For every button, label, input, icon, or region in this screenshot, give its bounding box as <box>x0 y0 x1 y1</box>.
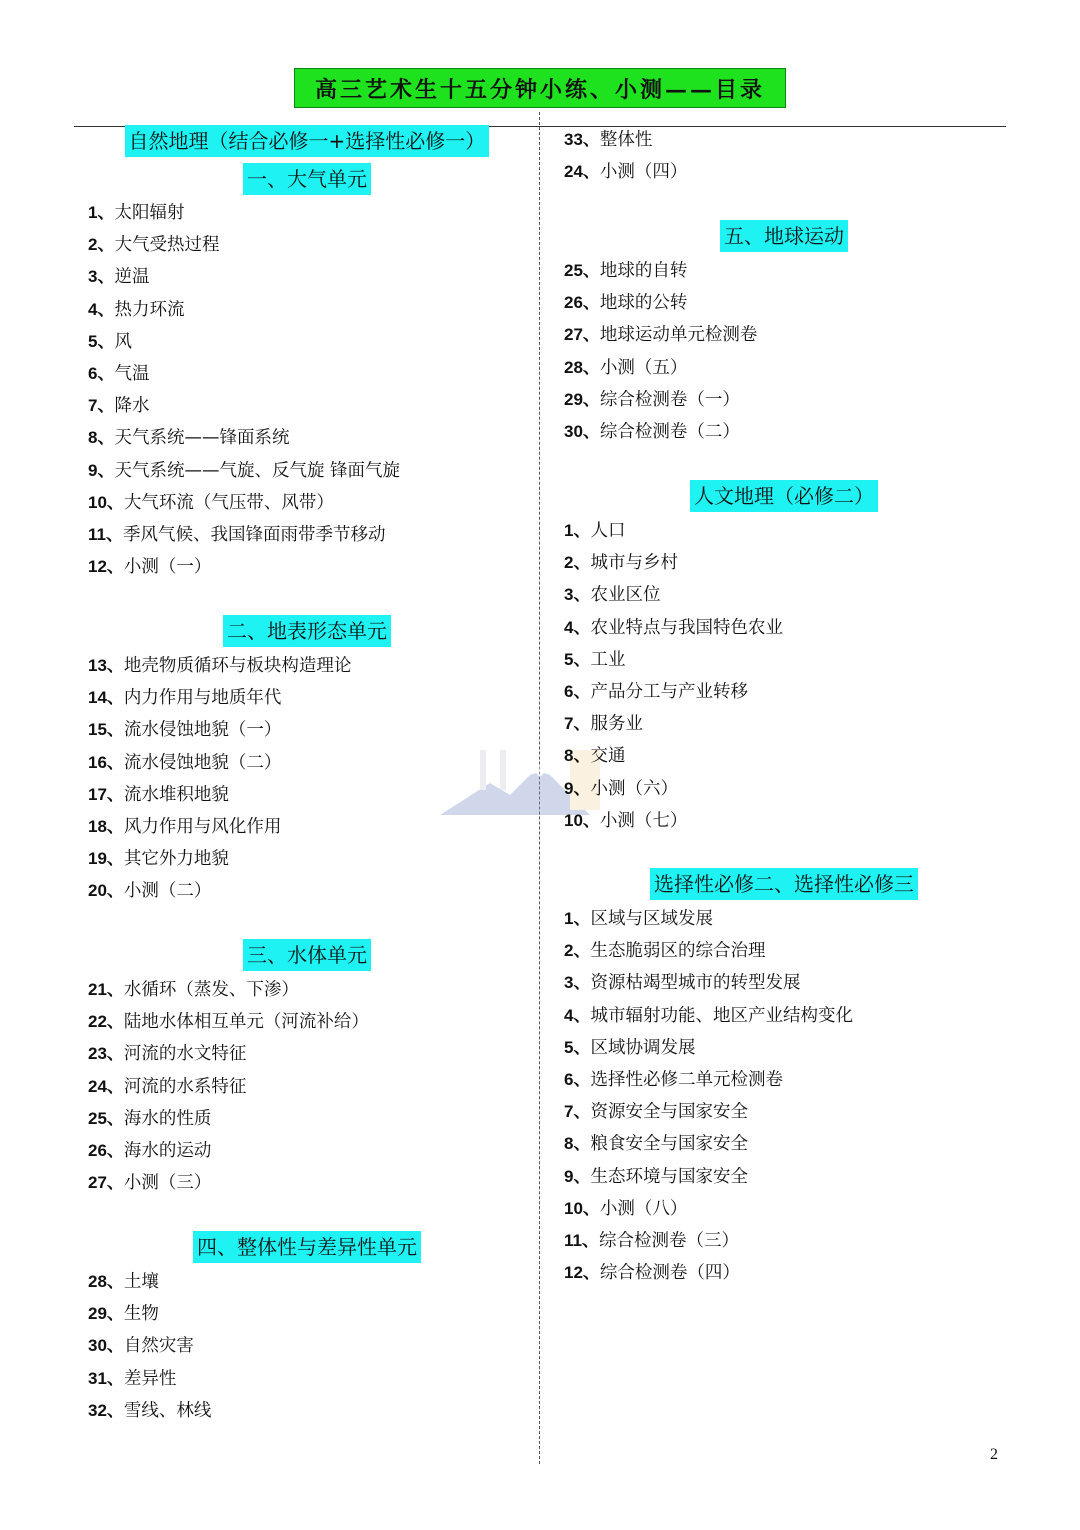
toc-item <box>564 616 783 640</box>
toc-item <box>564 971 800 995</box>
toc-item <box>564 583 660 607</box>
page-title: 高三艺术生十五分钟小练、小测——目录 <box>294 68 786 108</box>
item-number: 6、 <box>564 1070 591 1089</box>
item-text: 天气系统——气旋、反气旋 锋面气旋 <box>114 460 401 481</box>
item-number: 2、 <box>564 941 591 961</box>
section-header-natural-geography: 自然地理（结合必修一+选择性必修一） <box>125 125 490 157</box>
item-text: 流水侵蚀地貌（一） <box>123 720 282 741</box>
item-text: 区域与区域发展 <box>590 909 713 929</box>
item-text: 太阳辐射 <box>114 203 185 223</box>
item-text: 海水的运动 <box>123 1141 212 1161</box>
item-number: 8、 <box>564 1134 591 1154</box>
item-number: 23、 <box>88 1044 124 1064</box>
item-number: 4、 <box>88 299 115 319</box>
toc-item <box>564 648 625 672</box>
item-number: 7、 <box>564 714 591 734</box>
item-text: 综合检测卷（四） <box>599 1263 740 1284</box>
item-number: 29、 <box>88 1304 124 1324</box>
item-text: 生态环境与国家安全 <box>590 1166 748 1187</box>
toc-item <box>564 356 687 380</box>
item-text: 内力作用与地质年代 <box>123 688 282 709</box>
toc-item <box>88 978 299 1002</box>
item-number: 4、 <box>564 617 591 637</box>
item-number: 2、 <box>88 235 115 255</box>
item-text: 区域协调发展 <box>590 1037 696 1058</box>
toc-item <box>564 420 740 444</box>
toc-item <box>88 298 184 322</box>
item-number: 14、 <box>88 688 124 708</box>
item-number: 26、 <box>564 293 600 313</box>
toc-item <box>88 555 211 579</box>
item-text: 小测（五） <box>599 357 688 378</box>
item-text: 流水堆积地貌 <box>123 784 229 805</box>
item-text: 热力环流 <box>114 299 185 320</box>
item-text: 工业 <box>590 649 626 670</box>
item-number: 15、 <box>88 720 124 740</box>
item-text: 选择性必修二单元检测卷 <box>590 1070 783 1090</box>
toc-item <box>88 1139 211 1163</box>
toc-item <box>564 1068 783 1092</box>
toc-item <box>88 751 281 775</box>
toc-item <box>564 907 713 931</box>
item-text: 风 <box>114 331 132 352</box>
item-text: 差异性 <box>123 1368 177 1389</box>
item-number: 19、 <box>88 849 124 869</box>
unit-header: 一、大气单元 <box>243 163 371 195</box>
item-number: 1、 <box>564 521 591 540</box>
item-text: 粮食安全与国家安全 <box>590 1134 748 1155</box>
item-text: 自然灾害 <box>123 1336 194 1357</box>
item-text: 水循环（蒸发、下渗） <box>123 980 299 1000</box>
toc-item <box>564 323 757 347</box>
toc-item <box>564 551 678 575</box>
item-text: 小测（八） <box>599 1198 688 1219</box>
toc-item <box>88 847 229 871</box>
toc-item <box>88 362 149 386</box>
item-text: 土壤 <box>123 1272 159 1292</box>
toc-item <box>88 1075 246 1099</box>
toc-item <box>88 523 385 547</box>
toc-item <box>564 160 687 184</box>
item-number: 16、 <box>88 752 124 772</box>
item-number: 5、 <box>564 1037 591 1057</box>
item-number: 33、 <box>564 130 600 149</box>
item-text: 地球的公转 <box>599 293 688 314</box>
item-text: 小测（六） <box>590 778 678 799</box>
item-number: 28、 <box>88 1272 124 1291</box>
item-text: 逆温 <box>114 267 150 288</box>
toc-item <box>88 686 281 710</box>
item-number: 10、 <box>564 810 600 830</box>
item-text: 人口 <box>590 521 626 541</box>
item-number: 25、 <box>564 261 600 280</box>
toc-item <box>88 233 219 257</box>
item-number: 3、 <box>564 585 591 605</box>
toc-item <box>564 1132 748 1156</box>
item-number: 7、 <box>564 1102 591 1122</box>
item-text: 交通 <box>590 746 626 767</box>
item-number: 17、 <box>88 784 124 804</box>
item-number: 3、 <box>88 267 115 287</box>
item-text: 地壳物质循环与板块构造理论 <box>123 656 352 676</box>
toc-item <box>564 744 625 768</box>
toc-item <box>564 1261 740 1285</box>
item-number: 26、 <box>88 1141 124 1160</box>
item-text: 小测（二） <box>123 881 212 902</box>
toc-item <box>564 1036 695 1060</box>
toc-item <box>88 201 184 225</box>
item-number: 3、 <box>564 973 591 993</box>
toc-item <box>564 1004 853 1028</box>
toc-item <box>564 939 765 963</box>
item-text: 河流的水文特征 <box>123 1044 247 1065</box>
item-text: 陆地水体相互单元（河流补给） <box>123 1012 369 1033</box>
item-text: 资源枯竭型城市的转型发展 <box>590 973 801 994</box>
unit-header: 二、地表形态单元 <box>223 615 391 647</box>
toc-item <box>564 291 687 315</box>
item-text: 气温 <box>114 364 150 384</box>
item-text: 农业特点与我国特色农业 <box>590 617 783 638</box>
toc-item <box>564 1100 748 1124</box>
item-number: 24、 <box>564 162 600 182</box>
toc-item <box>88 1107 211 1131</box>
toc-item <box>564 388 740 412</box>
item-number: 20、 <box>88 881 124 901</box>
item-number: 27、 <box>88 1173 124 1193</box>
toc-item <box>88 1334 194 1358</box>
item-text: 综合检测卷（三） <box>598 1231 739 1251</box>
toc-item <box>564 519 625 543</box>
item-number: 18、 <box>88 817 124 836</box>
item-text: 小测（七） <box>599 810 688 831</box>
toc-item <box>88 330 132 354</box>
item-number: 1、 <box>564 909 591 928</box>
item-number: 2、 <box>564 553 591 573</box>
item-text: 降水 <box>114 396 150 417</box>
toc-item <box>88 815 281 839</box>
item-number: 29、 <box>564 389 600 409</box>
toc-item <box>88 879 211 903</box>
item-text: 地球的自转 <box>599 261 688 281</box>
item-number: 9、 <box>88 460 115 480</box>
toc-item <box>88 654 351 678</box>
item-number: 28、 <box>564 357 600 377</box>
item-text: 综合检测卷（一） <box>599 389 740 410</box>
toc-item <box>88 1302 159 1326</box>
item-text: 综合检测卷（二） <box>599 422 740 442</box>
item-number: 13、 <box>88 656 124 675</box>
toc-item <box>88 1270 159 1294</box>
item-text: 季风气候、我国锋面雨带季节移动 <box>122 525 386 545</box>
item-text: 风力作用与风化作用 <box>123 817 282 837</box>
item-text: 城市与乡村 <box>590 553 678 574</box>
item-number: 9、 <box>564 778 591 798</box>
item-text: 流水侵蚀地貌（二） <box>123 752 282 773</box>
item-text: 资源安全与国家安全 <box>590 1102 748 1123</box>
item-number: 10、 <box>564 1198 600 1218</box>
unit-header: 三、水体单元 <box>243 939 371 971</box>
toc-item <box>564 777 678 801</box>
item-number: 25、 <box>88 1108 124 1128</box>
item-number: 24、 <box>88 1076 124 1096</box>
item-number: 5、 <box>564 649 591 669</box>
toc-item <box>88 1399 211 1423</box>
item-text: 天气系统——锋面系统 <box>114 428 290 449</box>
toc-item <box>88 491 334 515</box>
toc-item <box>88 1171 211 1195</box>
item-number: 7、 <box>88 396 115 416</box>
toc-item <box>88 1042 246 1066</box>
item-text: 产品分工与产业转移 <box>590 682 748 702</box>
item-number: 30、 <box>88 1336 124 1356</box>
toc-item <box>564 1165 748 1189</box>
toc-item <box>564 128 652 152</box>
unit-header: 四、整体性与差异性单元 <box>193 1231 421 1263</box>
toc-item <box>88 1367 176 1391</box>
item-number: 9、 <box>564 1166 591 1186</box>
item-text: 生态脆弱区的综合治理 <box>590 941 766 962</box>
item-text: 其它外力地貌 <box>123 849 229 870</box>
item-number: 6、 <box>564 682 591 701</box>
item-text: 大气环流（气压带、风带） <box>123 492 334 513</box>
toc-item <box>88 718 281 742</box>
item-number: 21、 <box>88 980 124 999</box>
toc-item <box>88 1010 369 1034</box>
toc-item <box>88 426 289 450</box>
item-number: 11、 <box>88 525 123 544</box>
item-number: 22、 <box>88 1012 124 1032</box>
toc-item <box>564 259 687 283</box>
item-text: 生物 <box>123 1304 159 1325</box>
item-text: 海水的性质 <box>123 1108 212 1129</box>
item-text: 小测（一） <box>123 557 212 578</box>
item-text: 小测（四） <box>599 162 688 183</box>
item-text: 整体性 <box>599 130 653 150</box>
toc-item <box>88 783 229 807</box>
unit-header: 人文地理（必修二） <box>690 480 878 512</box>
item-number: 4、 <box>564 1005 591 1025</box>
unit-header: 选择性必修二、选择性必修三 <box>650 868 918 900</box>
item-number: 10、 <box>88 492 124 512</box>
item-text: 服务业 <box>590 714 643 735</box>
item-number: 27、 <box>564 325 600 345</box>
item-number: 11、 <box>564 1231 599 1250</box>
item-number: 6、 <box>88 364 115 383</box>
item-text: 雪线、林线 <box>123 1400 212 1421</box>
toc-item <box>88 265 149 289</box>
item-number: 30、 <box>564 422 600 441</box>
toc-item <box>88 394 149 418</box>
item-number: 1、 <box>88 203 115 222</box>
item-text: 农业区位 <box>590 585 661 606</box>
toc-item <box>564 680 748 704</box>
item-text: 大气受热过程 <box>114 235 220 256</box>
toc-item <box>88 459 400 483</box>
item-text: 城市辐射功能、地区产业结构变化 <box>590 1005 853 1026</box>
toc-item <box>564 1197 687 1221</box>
item-number: 5、 <box>88 331 115 351</box>
item-number: 12、 <box>88 557 124 577</box>
item-number: 8、 <box>88 428 115 448</box>
page-number: 2 <box>990 1446 998 1463</box>
item-text: 小测（三） <box>123 1173 212 1194</box>
item-text: 河流的水系特征 <box>123 1076 247 1097</box>
unit-header: 五、地球运动 <box>720 220 848 252</box>
toc-item <box>564 809 687 833</box>
item-number: 8、 <box>564 746 591 766</box>
item-number: 32、 <box>88 1400 124 1420</box>
toc-item <box>564 1229 739 1253</box>
item-number: 31、 <box>88 1368 124 1388</box>
item-text: 地球运动单元检测卷 <box>599 325 758 346</box>
toc-item <box>564 712 643 736</box>
item-number: 12、 <box>564 1263 600 1283</box>
